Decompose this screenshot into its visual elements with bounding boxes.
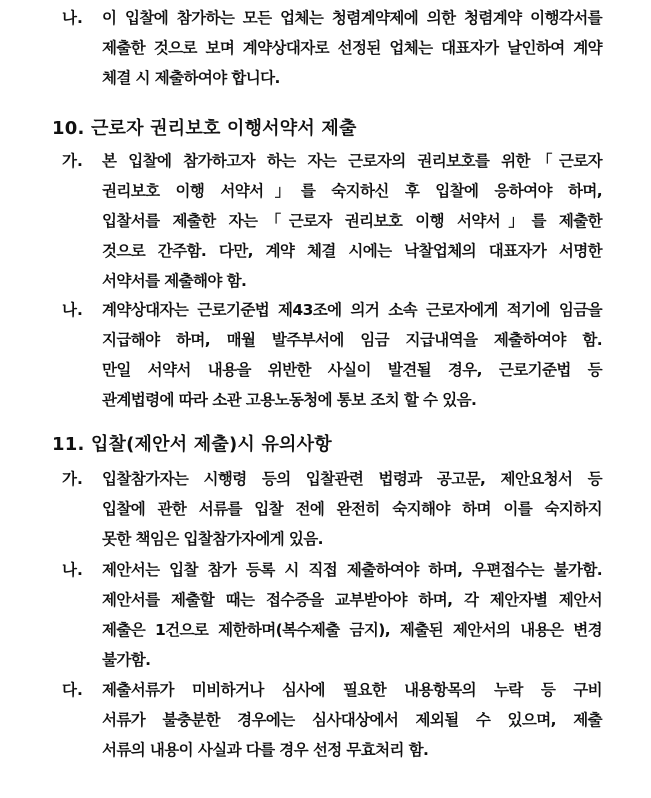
- text-line: 체결 시 제출하여야 합니다.: [102, 69, 280, 87]
- text-line: 제출한 것으로 보며 계약상대자로 선정된 업체는 대표자가 날인하여 계약: [102, 39, 602, 57]
- text-line: 불가함.: [102, 651, 151, 669]
- text-line: 것으로 간주함. 다만, 계약 체결 시에는 낙찰업체의 대표자가 서명한: [102, 242, 602, 260]
- text-line: 못한 책임은 입찰참가자에게 있음.: [102, 530, 323, 548]
- text-line: 입찰참가자는 시행령 등의 입찰관련 법령과 공고문, 제안요청서 등: [102, 470, 602, 488]
- list-marker: 가.: [62, 152, 83, 170]
- text-line: 입찰서를 제출한 자는「근로자 권리보호 이행 서약서」를 제출한: [102, 212, 602, 230]
- text-line: 만일 서약서 내용을 위반한 사실이 발견될 경우, 근로기준법 등: [102, 361, 602, 379]
- text-line: 서류가 불충분한 경우에는 심사대상에서 제외될 수 있으며, 제출: [102, 711, 602, 729]
- text-line: 권리보호 이행 서약서」를 숙지하신 후 입찰에 응하여야 하며,: [102, 182, 602, 200]
- list-marker: 나.: [62, 301, 83, 319]
- list-item-text: [102, 555, 602, 675]
- list-item-text: [102, 146, 602, 296]
- text-line: 지급해야 하며, 매월 발주부서에 임금 지급내역을 제출하여야 함.: [102, 331, 602, 349]
- section-heading: 10. 근로자 권리보호 이행서약서 제출: [52, 118, 357, 139]
- text-line: 관계법령에 따라 소관 고용노동청에 통보 조치 할 수 있음.: [102, 391, 477, 409]
- text-line: 제안서는 입찰 참가 등록 시 직접 제출하여야 하며, 우편접수는 불가함.: [102, 561, 602, 579]
- text-line: 제출서류가 미비하거나 심사에 필요한 내용항목의 누락 등 구비: [102, 681, 602, 699]
- text-line: 제안서를 제출할 때는 접수증을 교부받아야 하며, 각 제안자별 제안서: [102, 591, 602, 609]
- list-item-text: [102, 675, 602, 765]
- list-item-text: [102, 464, 602, 554]
- text-line: 제출은 1건으로 제한하며(복수제출 금지), 제출된 제안서의 내용은 변경: [102, 621, 602, 639]
- text-line: 이 입찰에 참가하는 모든 업체는 청렴계약제에 의한 청렴계약 이행각서를: [102, 9, 602, 27]
- list-marker: 나.: [62, 9, 83, 27]
- section-heading: 11. 입찰(제안서 제출)시 유의사항: [52, 434, 332, 455]
- text-line: 서약서를 제출해야 함.: [102, 272, 247, 290]
- list-marker: 다.: [62, 681, 83, 699]
- list-item-text: [102, 295, 602, 415]
- text-line: 서류의 내용이 사실과 다를 경우 선정 무효처리 함.: [102, 741, 429, 759]
- list-item-text: [102, 3, 602, 93]
- text-line: 계약상대자는 근로기준법 제43조에 의거 소속 근로자에게 적기에 임금을: [102, 301, 602, 319]
- text-line: 입찰에 관한 서류를 입찰 전에 완전히 숙지해야 하며 이를 숙지하지: [102, 500, 602, 518]
- list-marker: 나.: [62, 561, 83, 579]
- list-marker: 가.: [62, 470, 83, 488]
- text-line: 본 입찰에 참가하고자 하는 자는 근로자의 권리보호를 위한「근로자: [102, 152, 602, 170]
